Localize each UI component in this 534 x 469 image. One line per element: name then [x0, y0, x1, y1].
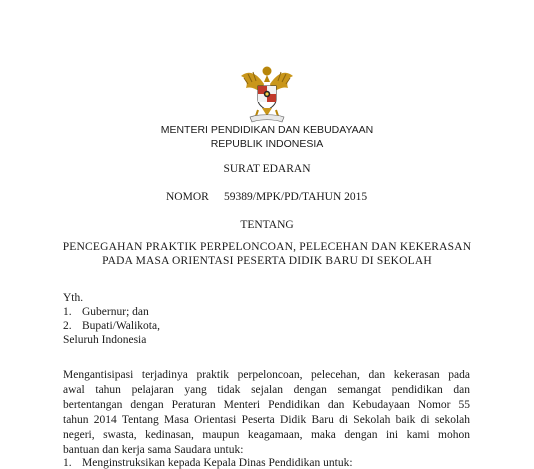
list-item-1-number: 1. — [63, 457, 72, 469]
issuer-line-1: MENTERI PENDIDIKAN DAN KEBUDAYAAN — [160, 124, 374, 136]
recipient-3: Seluruh Indonesia — [63, 334, 147, 346]
body-line-4: tahun 2014 Tentang Masa Orientasi Peserta Didik Baru di Sekolah baik di sekolah — [63, 414, 470, 426]
about-label: TENTANG — [240, 219, 294, 231]
issuer-line-2: REPUBLIK INDONESIA — [210, 138, 324, 150]
recipient-1-number: 1. — [63, 306, 72, 318]
recipient-2-name: Bupati/Walikota, — [82, 320, 160, 332]
body-line-3: bertentangan dengan Peraturan Menteri Pendidikan dan Kebudayaan Nomor 55 — [63, 399, 470, 411]
list-item-1-text: Menginstruksikan kepada Kepala Dinas Pendidikan untuk: — [82, 457, 353, 469]
number-value: 59389/MPK/PD/TAHUN 2015 — [224, 191, 368, 203]
garuda-emblem-icon — [238, 62, 296, 124]
recipient-2-number: 2. — [63, 320, 72, 332]
body-line-2: awal tahun pelajaran yang tidak sejalan dengan semangat pendidikan dan — [63, 384, 470, 396]
body-line-5: negeri, swasta, kedinasan, maupun keagamaan, maka dengan ini kami mohon — [63, 429, 470, 441]
number-label: NOMOR — [166, 191, 209, 203]
body-line-1: Mengantisipasi terjadinya praktik perpeloncoan, pelecehan, dan kekerasan pada — [63, 369, 470, 381]
body-line-6: bantuan dan kerja sama Saudara untuk: — [63, 444, 244, 456]
document-type: SURAT EDARAN — [223, 163, 311, 175]
subject-line-2: PADA MASA ORIENTASI PESERTA DIDIK BARU DI SEKOLAH — [102, 255, 432, 267]
recipient-1-name: Gubernur; dan — [82, 306, 149, 318]
subject-line-1: PENCEGAHAN PRAKTIK PERPELONCOAN, PELECEHAN DAN KEKERASAN — [62, 241, 472, 253]
salutation: Yth. — [63, 292, 84, 304]
